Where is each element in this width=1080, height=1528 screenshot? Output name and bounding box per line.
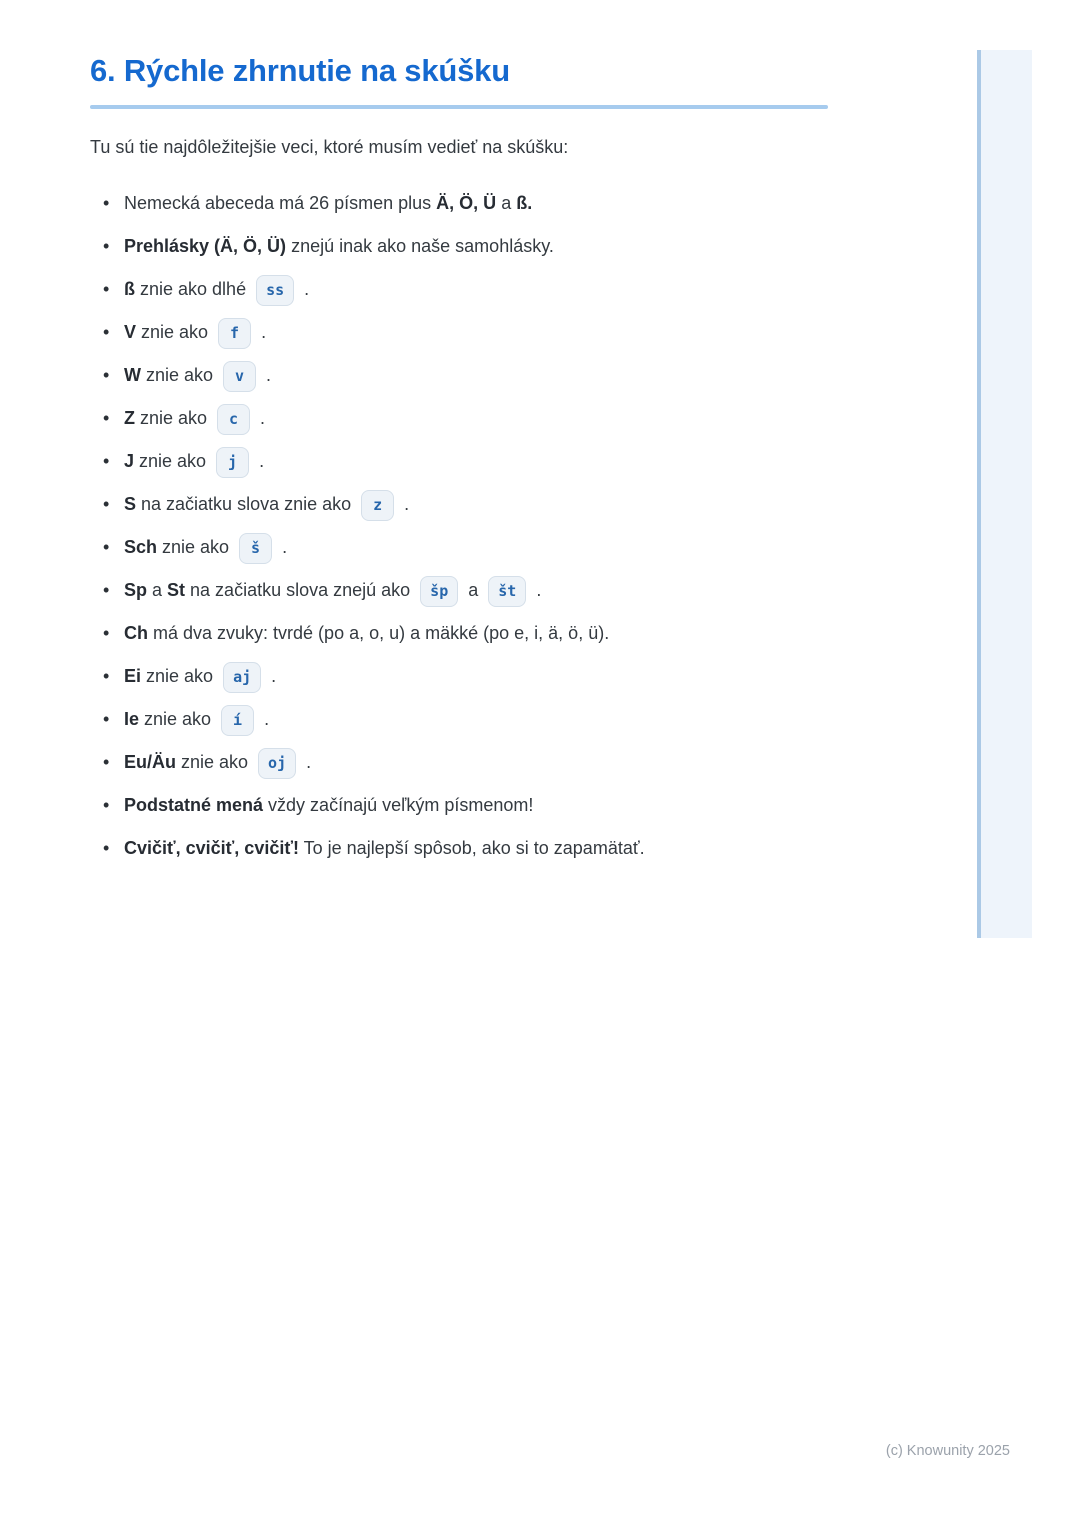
- inline-code-chip: í: [221, 705, 254, 736]
- bold-text: V: [124, 322, 137, 342]
- title-underline: [90, 105, 828, 109]
- list-item: [103, 526, 828, 569]
- bold-text: Sp: [124, 580, 148, 600]
- intro-text: Tu sú tie najdôležitejšie veci, ktoré musím vedieť na skúšku:: [90, 137, 569, 157]
- inline-code-chip: oj: [258, 748, 296, 779]
- bold-text: S: [124, 494, 137, 514]
- inline-code-chip: ss: [256, 275, 294, 306]
- list-item: [103, 741, 828, 784]
- bold-text: ß: [124, 279, 135, 299]
- text-segment: To je najlepší spôsob, ako si to zapamätať.: [298, 838, 645, 858]
- text-segment: znie ako: [141, 666, 219, 686]
- text-segment: znie ako: [134, 451, 212, 471]
- bold-text: W: [124, 365, 141, 385]
- text-segment: znie ako: [135, 408, 213, 428]
- text-segment: .: [399, 494, 410, 514]
- text-segment: .: [301, 752, 312, 772]
- bold-text: Eu/Äu: [124, 752, 176, 772]
- list-item: [103, 182, 828, 225]
- list-item: [103, 225, 828, 268]
- list-item: [103, 655, 828, 698]
- list-item: [103, 612, 828, 655]
- bold-text: Ch: [124, 623, 148, 643]
- list-item: [103, 354, 828, 397]
- text-segment: znejú inak ako naše samohlásky.: [286, 236, 554, 256]
- bold-text: Z: [124, 408, 135, 428]
- text-segment: a: [496, 193, 517, 213]
- bold-text: St: [167, 580, 186, 600]
- list-item: [103, 440, 828, 483]
- list-item: [103, 397, 828, 440]
- text-segment: na začiatku slova znie ako: [136, 494, 357, 514]
- text-segment: .: [254, 451, 265, 471]
- text-segment: znie ako dlhé: [135, 279, 252, 299]
- bold-text: Ie: [124, 709, 140, 729]
- bold-text: Prehlásky (Ä, Ö, Ü): [124, 236, 287, 256]
- inline-code-chip: v: [223, 361, 256, 392]
- text-segment: znie ako: [136, 322, 214, 342]
- text-segment: Nemecká abeceda má 26 písmen plus: [124, 193, 437, 213]
- text-segment: .: [259, 709, 270, 729]
- list-item: [103, 268, 828, 311]
- list-item: [103, 784, 828, 827]
- text-segment: .: [266, 666, 277, 686]
- inline-code-chip: c: [217, 404, 250, 435]
- document-content: [90, 52, 828, 870]
- inline-code-chip: j: [216, 447, 249, 478]
- text-segment: .: [255, 408, 266, 428]
- inline-code-chip: z: [361, 490, 394, 521]
- text-segment: znie ako: [141, 365, 219, 385]
- bold-text: Sch: [124, 537, 158, 557]
- inline-code-chip: št: [488, 576, 526, 607]
- text-segment: .: [261, 365, 272, 385]
- list-item: [103, 311, 828, 354]
- list-item: [103, 483, 828, 526]
- bold-text: Ei: [124, 666, 142, 686]
- list-item: [103, 827, 828, 870]
- inline-code-chip: šp: [420, 576, 458, 607]
- text-segment: .: [277, 537, 288, 557]
- text-segment: .: [299, 279, 310, 299]
- bold-text: Podstatné mená: [124, 795, 264, 815]
- list-item: [103, 698, 828, 741]
- page-title: 6. Rýchle zhrnutie na skúšku: [90, 53, 510, 88]
- summary-list: [90, 182, 828, 870]
- text-segment: vždy začínajú veľkým písmenom!: [263, 795, 534, 815]
- inline-code-chip: š: [239, 533, 272, 564]
- footer-copyright: (c) Knowunity 2025: [885, 1443, 1010, 1459]
- text-segment: .: [256, 322, 267, 342]
- side-panel-highlight: [977, 50, 1032, 938]
- text-segment: znie ako: [176, 752, 254, 772]
- inline-code-chip: f: [218, 318, 251, 349]
- text-segment: a: [147, 580, 168, 600]
- text-segment: .: [531, 580, 542, 600]
- text-segment: znie ako: [139, 709, 217, 729]
- text-segment: má dva zvuky: tvrdé (po a, o, u) a mäkké (po e, i, ä, ö, ü).: [148, 623, 610, 643]
- text-segment: a: [463, 580, 484, 600]
- bold-text: Cvičiť, cvičiť, cvičiť!: [124, 838, 299, 858]
- bold-text: J: [124, 451, 135, 471]
- bold-text: Ä, Ö, Ü: [436, 193, 497, 213]
- text-segment: znie ako: [157, 537, 235, 557]
- bold-text: ß.: [516, 193, 533, 213]
- inline-code-chip: aj: [223, 662, 261, 693]
- text-segment: na začiatku slova znejú ako: [185, 580, 416, 600]
- list-item: [103, 569, 828, 612]
